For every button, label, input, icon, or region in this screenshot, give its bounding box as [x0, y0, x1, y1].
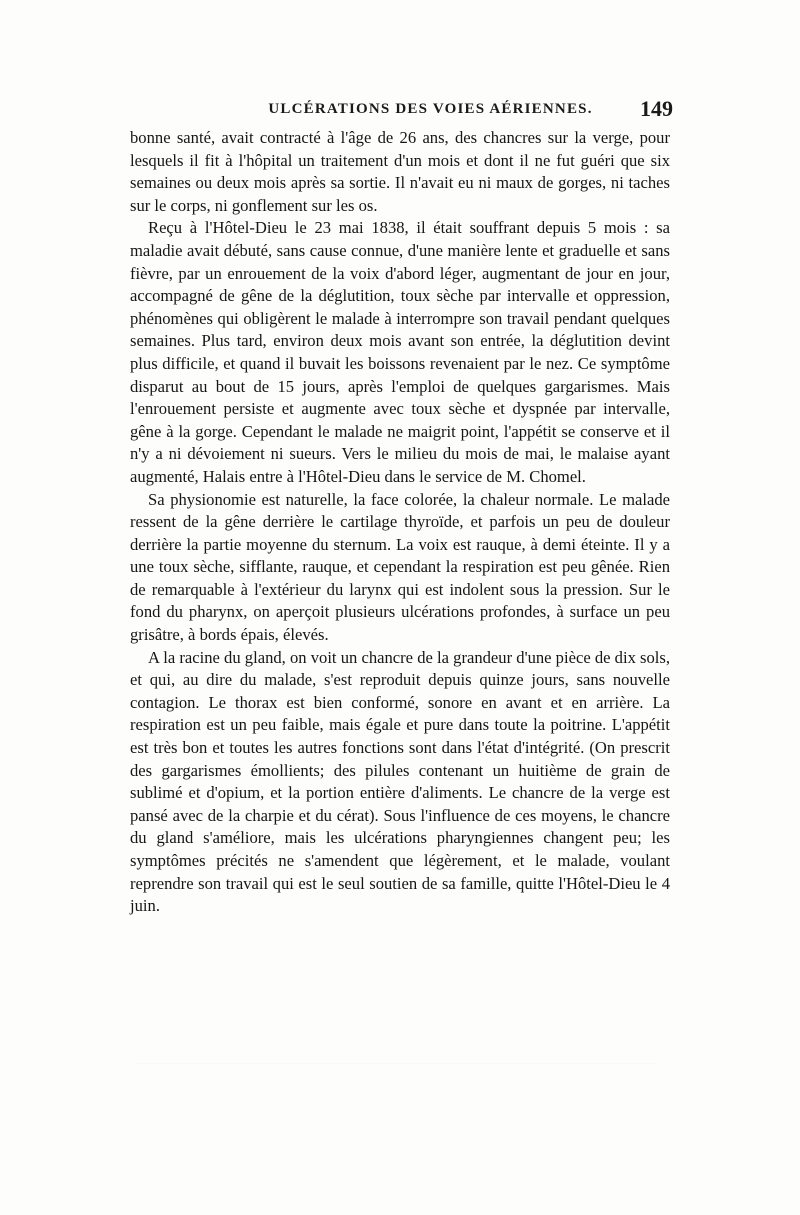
paragraph-continued: bonne santé, avait contracté à l'âge de 26 ans, des chancres sur la verge, pour lesquels il fit à l'hôpital un traitement d'un mois et dont il ne fut guéri que six semaines ou deux mois après sa sortie. Il n'avait eu ni maux de gorges, ni taches sur le corps, ni gonflement sur les os. — [130, 128, 670, 215]
body-text — [130, 127, 670, 918]
paragraph-admission: Reçu à l'Hôtel-Dieu le 23 mai 1838, il était souffrant depuis 5 mois : sa maladie avait débuté, sans cause connue, d'une manière lente et graduelle et sans fièvre, par un enrouement de la voix d'abord léger, augmentant de jour en jour, accompagné de gêne de la déglutition, toux sèche par intervalle et oppression, phénomènes qui obligèrent le malade à interrompre son travail pendant quelques semaines. Plus tard, environ deux mois avant son entrée, la déglutition devint plus difficile, et quand il buvait les boissons revenaient par le nez. Ce symptôme disparut au bout de 15 jours, après l'emploi de quelques gargarismes. Mais l'enrouement persiste et augmente avec toux sèche et dyspnée par intervalle, gêne à la gorge. Cependant le malade ne maigrit point, l'appétit se conserve et il n'y a ni dévoiement ni sueurs. Vers le milieu du mois de mai, le malaise ayant augmenté, Halais entre à l'Hôtel-Dieu dans le service de M. Chomel. — [130, 218, 670, 486]
page-number: 149 — [640, 96, 673, 121]
running-head — [118, 96, 673, 124]
paragraph-examination: Sa physionomie est naturelle, la face colorée, la chaleur normale. Le malade ressent de la gêne derrière le cartilage thyroïde, et parfois un peu de douleur derrière la partie moyenne du sternum. La voix est rauque, à demi éteinte. Il y a une toux sèche, sifflante, rauque, et cependant la respiration est peu gênée. Rien de remarquable à l'extérieur du larynx qui est indolent sous la pression. Sur le fond du pharynx, on aperçoit plusieurs ulcérations profondes, à surface un peu grisâtre, à bords épais, élevés. — [130, 489, 670, 645]
paragraph-treatment: A la racine du gland, on voit un chancre de la grandeur d'une pièce de dix sols, et qui, au dire du malade, s'est reproduit depuis quinze jours, sans nouvelle contagion. Le thorax est bien conformé, sonore en avant et en arrière. La respiration est un peu faible, mais égale et pure dans toute la poitrine. L'appétit est très bon et toutes les autres fonctions sont dans l'état d'intégrité. (On prescrit des gargarismes émollients; des pilules contenant un huitième de grain de sublimé et d'opium, et la portion entière d'aliments. Le chancre de la verge est pansé avec de la charpie et du cérat). Sous l'influence de ces moyens, le chancre du gland s'améliore, mais les ulcérations pharyngiennes changent peu; les symptômes précités ne s'amendent que légèrement, et le malade, voulant reprendre son travail qui est le seul soutien de sa famille, quitte l'Hôtel-Dieu le 4 juin. — [130, 647, 670, 916]
running-title: ULCÉRATIONS DES VOIES AÉRIENNES. — [268, 101, 593, 117]
bleed-through-mark — [135, 1063, 655, 1078]
